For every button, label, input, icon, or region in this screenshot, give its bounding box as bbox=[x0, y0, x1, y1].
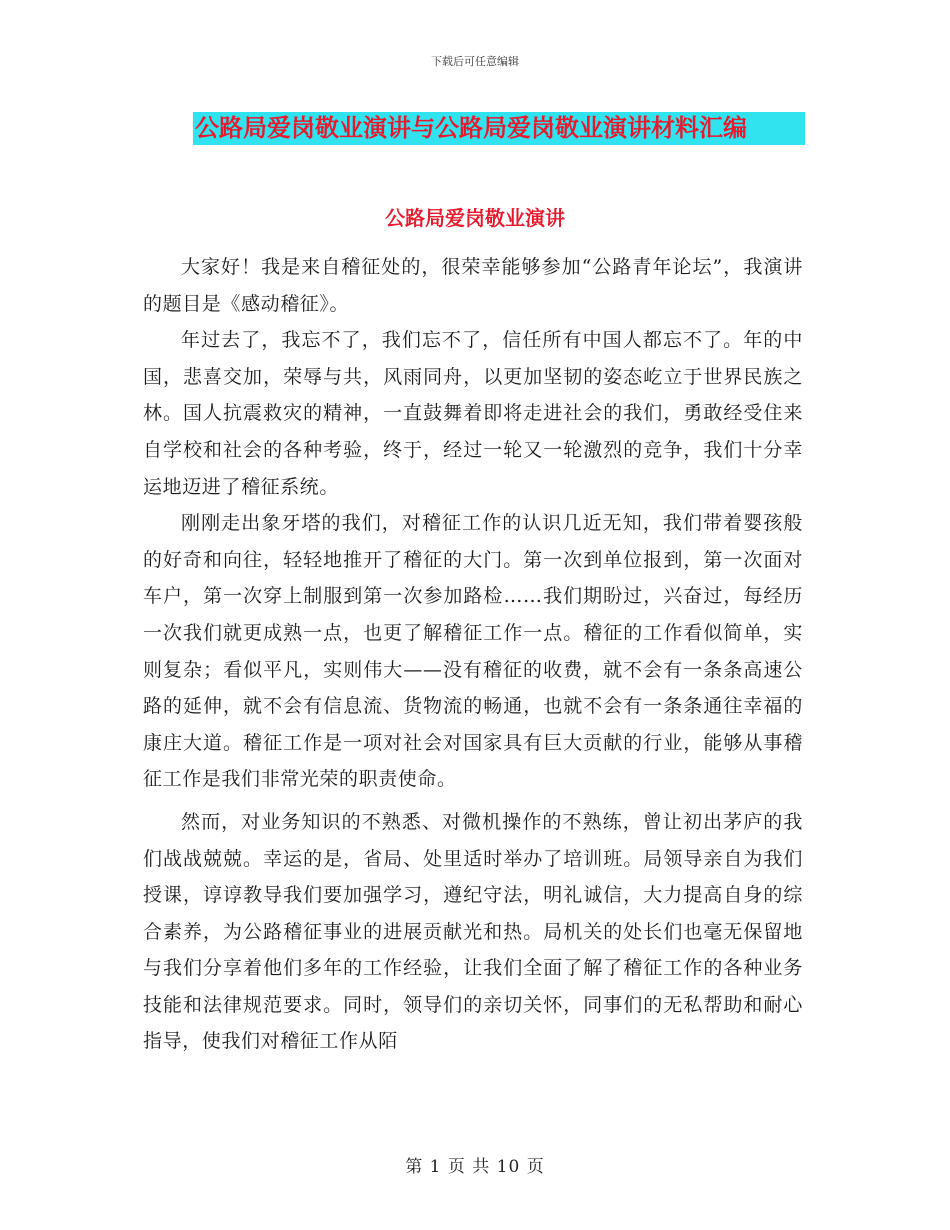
paragraph-2: 年过去了，我忘不了，我们忘不了，信任所有中国人都忘不了。年的中国，悲喜交加，荣辱与共，风雨同舟，以更加坚韧的姿态屹立于世界民族之林。国人抗震救灾的精神，一直鼓舞着即将走进社会的我们，勇敢经受住来自学校和社会的各种考验，终于，经过一轮又一轮激烈的竞争，我们十分幸运地迈进了稽征系统。 bbox=[143, 329, 803, 498]
section-title: 公路局爱岗敬业演讲 bbox=[385, 206, 565, 230]
header-note: 下载后可任意编辑 bbox=[431, 55, 519, 68]
paragraph-1: 大家好！我是来自稽征处的，很荣幸能够参加“公路青年论坛”，我演讲的题目是《感动稽征》。 bbox=[143, 256, 803, 315]
paragraph-3: 刚刚走出象牙塔的我们，对稽征工作的认识几近无知，我们带着婴孩般的好奇和向往，轻轻地推开了稽征的大门。第一次到单位报到，第一次面对车户，第一次穿上制服到第一次参加路检……我们期盼过，兴奋过，每经历一次我们就更成熟一点，也更了解稽征工作一点。稽征的工作看似简单，实则复杂；看似平凡，实则伟大——没有稽征的收费，就不会有一条条高速公路的延伸，就不会有信息流、货物流的畅通，也就不会有一条条通往幸福的康庄大道。稽征工作是一项对社会对国家具有巨大贡献的行业，能够从事稽征工作是我们非常光荣的职责使命。 bbox=[143, 512, 803, 791]
page-footer: 第 1 页 共 10 页 bbox=[405, 1157, 545, 1177]
document-body bbox=[143, 249, 803, 1060]
main-title: 公路局爱岗敬业演讲与公路局爱岗敬业演讲材料汇编 bbox=[193, 112, 805, 145]
paragraph-4: 然而，对业务知识的不熟悉、对微机操作的不熟练，曾让初出茅庐的我们战战兢兢。幸运的是，省局、处里适时举办了培训班。局领导亲自为我们授课，谆谆教导我们要加强学习，遵纪守法，明礼诚信，大力提高自身的综合素养，为公路稽征事业的进展贡献光和热。局机关的处长们也毫无保留地与我们分享着他们多年的工作经验，让我们全面了解了稽征工作的各种业务技能和法律规范要求。同时，领导们的亲切关怀，同事们的无私帮助和耐心指导，使我们对稽征工作从陌 bbox=[143, 810, 803, 1053]
